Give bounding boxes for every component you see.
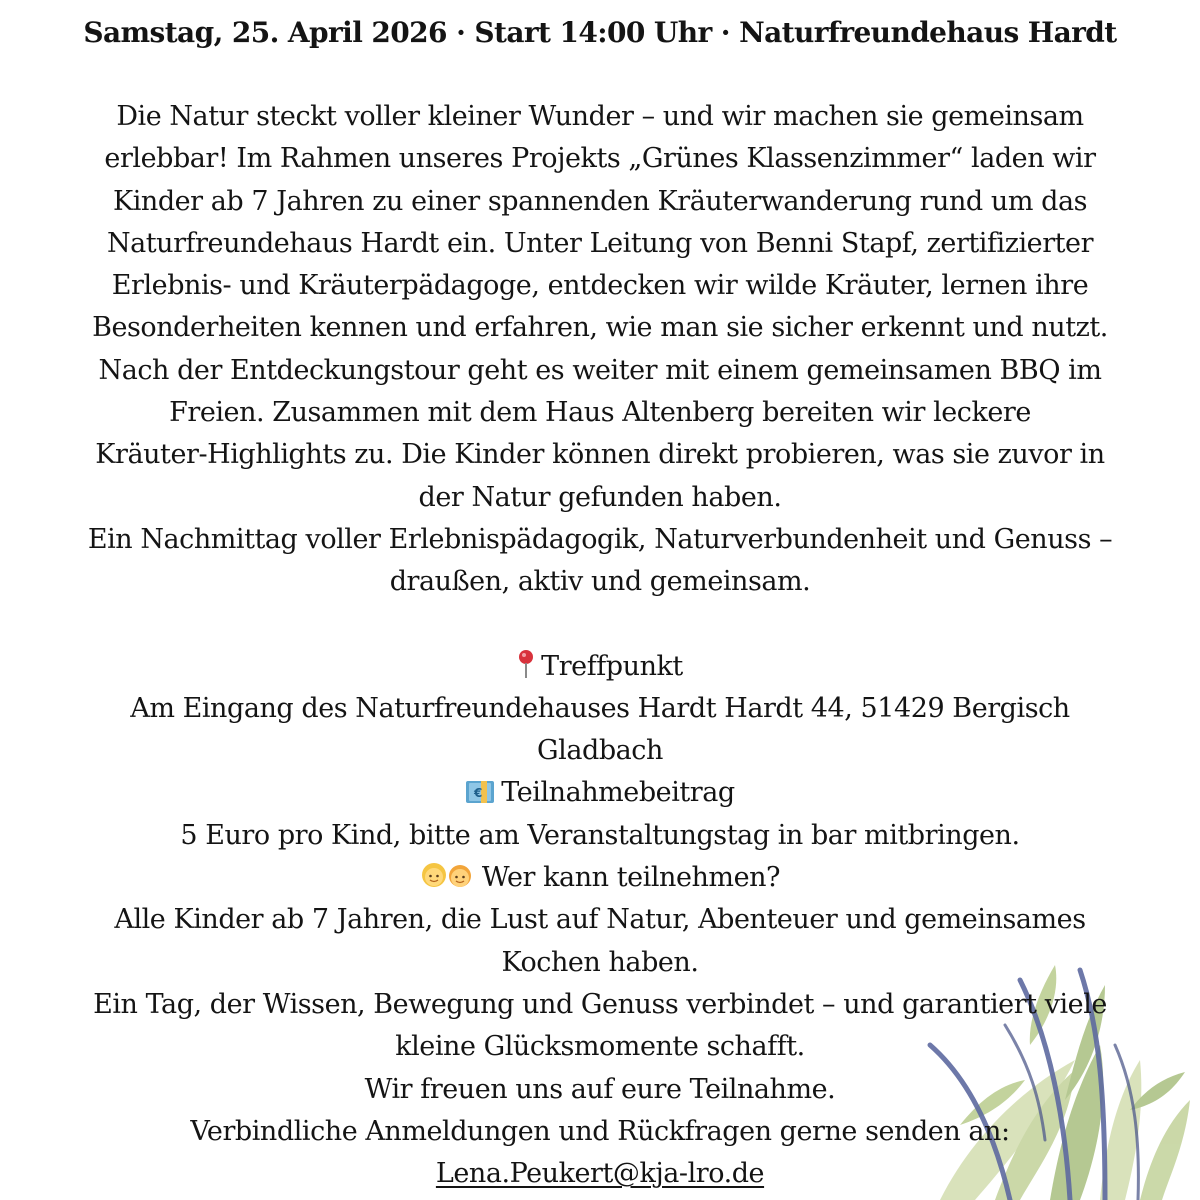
intro-line: erlebbar! Im Rahmen unseres Projekts „Grünes Klassenzimmer“ laden wir: [104, 143, 1096, 175]
fee-heading: [30, 772, 1170, 814]
participants-line: Verbindliche Anmeldungen und Rückfragen gerne senden an:: [190, 1115, 1010, 1147]
participants-line: Wir freuen uns auf eure Teilnahme.: [364, 1073, 836, 1105]
contact-email-link[interactable]: Lena.Peukert@kja-lro.de: [435, 1158, 765, 1190]
paragraph-gap: [30, 604, 1170, 646]
event-description: [30, 96, 1170, 1195]
meeting-point-label: Treffpunkt: [541, 650, 683, 682]
participants-line: Alle Kinder ab 7 Jahren, die Lust auf Natur, Abenteuer und gemeinsames: [114, 904, 1086, 936]
intro-line: Kinder ab 7 Jahren zu einer spannenden Kräuterwanderung rund um das: [112, 185, 1088, 217]
participants-heading: [30, 857, 1170, 899]
euro-banknote-icon: [465, 779, 495, 805]
participants-line: Kochen haben.: [501, 946, 699, 978]
children-icon: [420, 860, 476, 890]
intro-line: draußen, aktiv und gemeinsam.: [389, 566, 811, 598]
contact-email-line: [30, 1153, 1170, 1195]
intro-line: Freien. Zusammen mit dem Haus Altenberg bereiten wir leckere: [169, 397, 1031, 429]
meeting-point-address: Gladbach: [537, 735, 663, 767]
intro-line: der Natur gefunden haben.: [418, 481, 782, 513]
flyer-content: [30, 14, 1170, 1195]
intro-line: Naturfreundehaus Hardt ein. Unter Leitung von Benni Stapf, zertifizierter: [106, 227, 1094, 259]
intro-line: Ein Nachmittag voller Erlebnispädagogik, Naturverbundenheit und Genuss –: [87, 523, 1113, 555]
intro-line: Kräuter-Highlights zu. Die Kinder können direkt probieren, was sie zuvor in: [95, 439, 1105, 471]
intro-line: Die Natur steckt voller kleiner Wunder – und wir machen sie gemeinsam: [116, 101, 1084, 132]
meeting-point-address: Am Eingang des Naturfreundehauses Hardt Hardt 44, 51429 Bergisch: [130, 692, 1070, 724]
fee-details: 5 Euro pro Kind, bitte am Veranstaltungstag in bar mitbringen.: [180, 819, 1020, 851]
participants-line: kleine Glücksmomente schafft.: [395, 1031, 805, 1063]
participants-label: Wer kann teilnehmen?: [481, 862, 781, 894]
intro-line: Besonderheiten kennen und erfahren, wie man sie sicher erkennt und nutzt.: [92, 312, 1108, 344]
event-date-headline: Samstag, 25. April 2026 · Start 14:00 Uhr · Naturfreundehaus Hardt: [83, 16, 1117, 49]
participants-line: Ein Tag, der Wissen, Bewegung und Genuss verbindet – und garantiert viele: [93, 988, 1107, 1020]
intro-line: Erlebnis- und Kräuterpädagoge, entdecken wir wilde Kräuter, lernen ihre: [111, 270, 1089, 302]
svg-text:€: €: [474, 786, 483, 801]
fee-label: Teilnahmebeitrag: [501, 777, 735, 809]
meeting-point-heading: [30, 646, 1170, 688]
intro-line: Nach der Entdeckungstour geht es weiter mit einem gemeinsamen BBQ im: [98, 354, 1102, 386]
pin-icon: [517, 649, 535, 679]
